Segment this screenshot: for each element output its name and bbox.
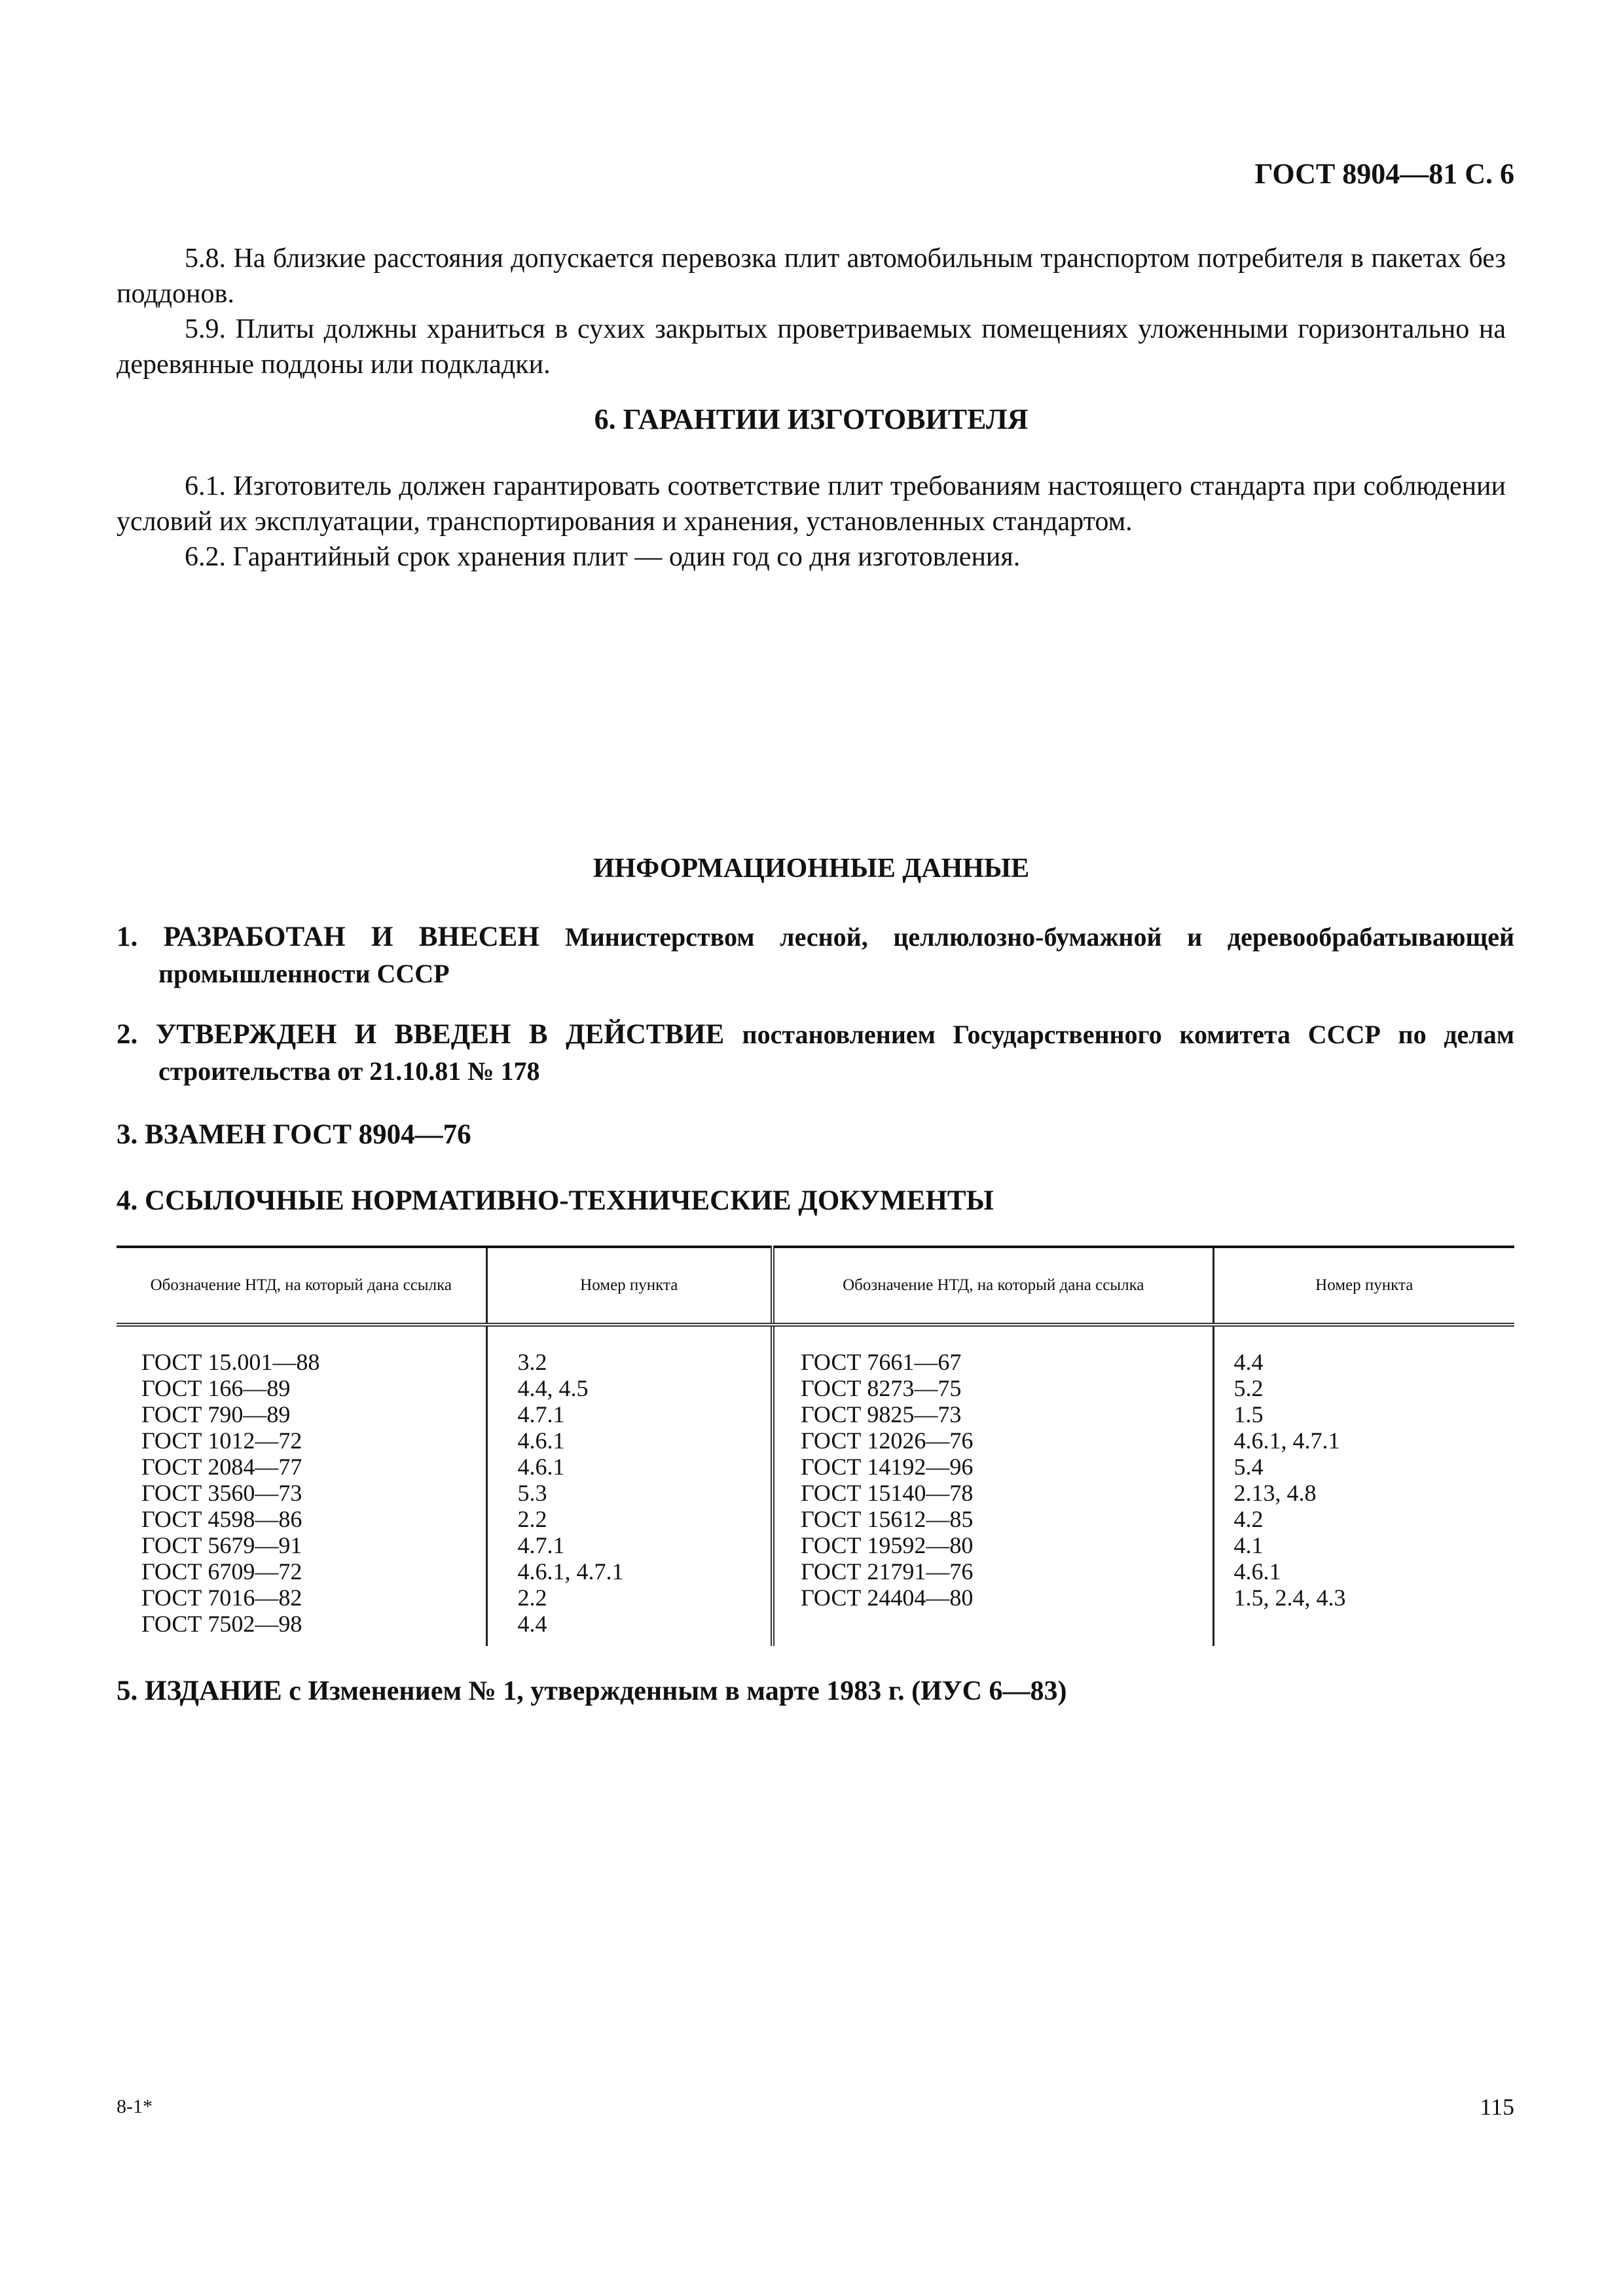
table-cell: 4.6.1, 4.7.1 (517, 1558, 624, 1585)
section-6-heading: 6. ГАРАНТИИ ИЗГОТОВИТЕЛЯ (594, 403, 1029, 435)
table-cell: ГОСТ 8273—75 (801, 1375, 962, 1401)
info-item-2 (117, 1016, 1514, 1090)
header-item-left: Номер пункта (486, 1247, 773, 1325)
table-cell: ГОСТ 4598—86 (141, 1506, 302, 1532)
column-documents-left (117, 1325, 486, 1646)
info-item-3 (117, 1117, 1514, 1153)
footer-signature-mark: 8-1* (117, 2096, 153, 2117)
table-cell: 2.2 (517, 1585, 547, 1611)
table-cell: 4.6.1 (1233, 1558, 1281, 1585)
references-table (117, 1246, 1514, 1646)
table-cell: ГОСТ 21791—76 (801, 1558, 974, 1585)
info-item-5-rest: с Изменением № 1, утвержденным в марте 1983 г. (ИУС 6—83) (289, 1676, 1067, 1706)
header-item-right: Номер пункта (1213, 1247, 1514, 1325)
table-cell: 4.4, 4.5 (517, 1375, 589, 1401)
paragraph-6-1: 6.1. Изготовитель должен гарантировать соответствие плит требованиям настоящего стандарта при соблюдении условий их эксплуатации, транспортирования и хранения, установленных стандартом. (117, 471, 1506, 537)
header-document-left: Обозначение НТД, на который дана ссылка (117, 1247, 486, 1325)
info-item-5-lead: 5. ИЗДАНИЕ (117, 1676, 282, 1706)
table-cell: 4.6.1 (517, 1454, 565, 1480)
table-cell: ГОСТ 5679—91 (141, 1532, 302, 1558)
table-cell: 4.6.1 (517, 1427, 565, 1454)
table-cell: ГОСТ 7016—82 (141, 1585, 302, 1611)
table-cell: 4.7.1 (517, 1401, 565, 1427)
column-documents-right (773, 1325, 1213, 1646)
table-cell: ГОСТ 15140—78 (801, 1480, 974, 1506)
table-cell: 5.2 (1233, 1375, 1264, 1401)
header-document-right: Обозначение НТД, на который дана ссылка (773, 1247, 1213, 1325)
info-item-5 (117, 1673, 1514, 1710)
info-heading: ИНФОРМАЦИОННЫЕ ДАННЫЕ (593, 853, 1030, 884)
table-cell: ГОСТ 19592—80 (801, 1532, 974, 1558)
paragraph-5-9: 5.9. Плиты должны храниться в сухих закрытых проветриваемых помещениях уложенными горизонтально на деревянные поддоны или подкладки. (117, 314, 1506, 380)
info-item-1-rest: Министерством лесной, целлюлозно-бумажной и деревообрабатывающей промышленности СССР (158, 922, 1515, 988)
table-cell: ГОСТ 7502—98 (141, 1611, 302, 1637)
page-header-title: ГОСТ 8904—81 С. 6 (1254, 158, 1514, 190)
table-cell: 2.2 (517, 1506, 547, 1532)
column-items-left (486, 1325, 773, 1646)
table-cell: 1.5, 2.4, 4.3 (1233, 1585, 1346, 1611)
table-cell: ГОСТ 2084—77 (141, 1454, 302, 1480)
table-cell: 5.3 (517, 1480, 547, 1506)
table-cell: ГОСТ 15612—85 (801, 1506, 974, 1532)
page-number: 115 (1480, 2094, 1514, 2120)
table-cell: 4.4 (1233, 1349, 1264, 1375)
table-cell: ГОСТ 12026—76 (801, 1427, 974, 1454)
table-cell: 4.2 (1233, 1506, 1264, 1532)
info-item-4 (117, 1183, 1514, 1219)
paragraph-6-2: 6.2. Гарантийный срок хранения плит — один год со дня изготовления. (185, 542, 1021, 572)
table-cell: ГОСТ 7661—67 (801, 1349, 962, 1375)
info-item-2-lead: 2. УТВЕРЖДЕН И ВВЕДЕН В ДЕЙСТВИЕ (117, 1019, 725, 1050)
table-header-row (117, 1247, 1514, 1325)
table-cell: 5.4 (1233, 1454, 1264, 1480)
table-cell: ГОСТ 14192—96 (801, 1454, 974, 1480)
table-cell: ГОСТ 166—89 (141, 1375, 291, 1401)
table-cell: ГОСТ 24404—80 (801, 1585, 974, 1611)
table-cell: ГОСТ 15.001—88 (141, 1349, 320, 1375)
paragraph-5-8: 5.8. На близкие расстояния допускается перевозка плит автомобильным транспортом потребителя в пакетах без поддонов. (117, 243, 1506, 309)
info-item-3-text: 3. ВЗАМЕН ГОСТ 8904—76 (117, 1119, 471, 1150)
table-cell: 1.5 (1233, 1401, 1264, 1427)
table-body-row (117, 1325, 1514, 1646)
table-cell: ГОСТ 1012—72 (141, 1427, 302, 1454)
table-cell: 4.6.1, 4.7.1 (1233, 1427, 1340, 1454)
table-cell: 3.2 (517, 1349, 547, 1375)
table-cell: ГОСТ 9825—73 (801, 1401, 962, 1427)
table-cell: 2.13, 4.8 (1233, 1480, 1317, 1506)
table-cell: ГОСТ 790—89 (141, 1401, 291, 1427)
info-item-1-lead: 1. РАЗРАБОТАН И ВНЕСЕН (117, 922, 539, 952)
column-items-right (1213, 1325, 1514, 1646)
info-item-4-text: 4. ССЫЛОЧНЫЕ НОРМАТИВНО-ТЕХНИЧЕСКИЕ ДОКУМЕНТЫ (117, 1185, 994, 1216)
table-cell: ГОСТ 6709—72 (141, 1558, 302, 1585)
table-cell: 4.1 (1233, 1532, 1264, 1558)
table-cell: 4.4 (517, 1611, 547, 1637)
table-cell: ГОСТ 3560—73 (141, 1480, 302, 1506)
info-item-1 (117, 919, 1514, 992)
info-item-2-rest: постановлением Государственного комитета СССР по делам строительства от 21.10.81 № 178 (158, 1020, 1514, 1086)
table-cell: 4.7.1 (517, 1532, 565, 1558)
